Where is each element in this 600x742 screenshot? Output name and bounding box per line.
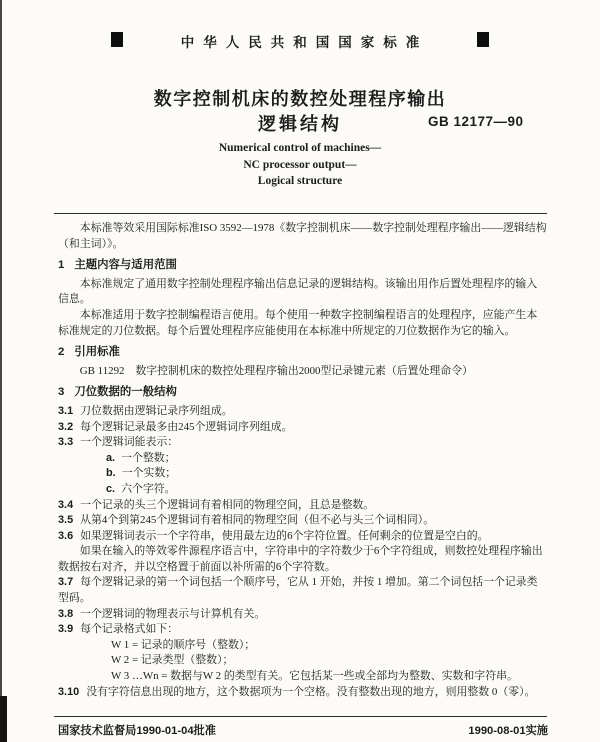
section-heading-2 xyxy=(58,345,548,361)
clause-3-7 xyxy=(58,575,548,606)
clause-number: 3.8 xyxy=(58,607,74,620)
clause-text: 一个记录的头三个逻辑词有着相同的物理空间，且总是整数。 xyxy=(80,498,375,511)
document-body xyxy=(58,221,548,700)
approval-note: 国家技术监督局1990-01-04批准 xyxy=(58,725,216,737)
section-title: 主题内容与适用范围 xyxy=(74,259,177,272)
list-item-b xyxy=(58,466,548,482)
footer xyxy=(58,722,548,738)
standard-number: GB 12177—90 xyxy=(428,114,524,129)
clause-3-10 xyxy=(58,685,548,701)
document-title-line2: 逻辑结构 xyxy=(258,114,342,134)
list-marker: c. xyxy=(106,482,116,495)
clause-number: 3.5 xyxy=(58,514,74,527)
clause-3-5 xyxy=(58,513,548,529)
clause-text: 从第4个到第245个逻辑词有着相同的物理空间（但不必与头三个词相同）。 xyxy=(80,514,435,527)
clause-3-9 xyxy=(58,622,548,638)
clause-text: 刀位数据由逻辑记录序列组成。 xyxy=(80,404,233,417)
footer-divider xyxy=(54,716,547,717)
referenced-standard: GB 11292 数字控制机床的数控处理程序输出2000型记录键元素（后置处理命令） xyxy=(79,364,473,377)
clause-number: 3.3 xyxy=(58,436,74,449)
document-title-line1: 数字控制机床的数控处理程序输出 xyxy=(153,89,447,109)
record-format-w1: W 1 = 记录的顺序号（整数）； xyxy=(111,638,256,651)
list-item-c xyxy=(58,482,548,498)
national-standard-label: 中华人民共和国国家标准 xyxy=(180,35,429,50)
english-title-line3: Logical structure xyxy=(257,175,343,187)
paragraph: 本标准规定了通用数字控制处理程序输出信息记录的逻辑结构。该输出用作后置处理程序的输入信息。 xyxy=(58,277,538,306)
english-title xyxy=(0,140,600,190)
section-heading-3 xyxy=(58,385,548,401)
list-text: 一个实数； xyxy=(121,467,177,480)
clause-text: 每个记录格式如下： xyxy=(80,623,179,636)
clause-number: 3.2 xyxy=(58,420,74,433)
section-number: 1 xyxy=(58,259,65,272)
clause-number: 3.10 xyxy=(58,685,80,698)
header-divider xyxy=(54,213,547,214)
section-title: 引用标准 xyxy=(74,346,120,359)
section-number: 3 xyxy=(58,386,65,399)
record-format-w2: W 2 = 记录类型（整数）； xyxy=(111,654,234,667)
clause-number: 3.9 xyxy=(58,623,74,636)
clause-number: 3.1 xyxy=(58,404,74,417)
english-title-line1: Numerical control of machines— xyxy=(218,142,382,154)
scan-corner-artifact xyxy=(0,696,7,742)
list-text: 一个整数； xyxy=(121,451,176,464)
list-marker: a. xyxy=(106,451,116,464)
list-marker: b. xyxy=(106,467,116,480)
clause-number: 3.4 xyxy=(58,498,74,511)
list-text: 六个字符。 xyxy=(121,482,176,495)
clause-text: 一个逻辑词的物理表示与计算机有关。 xyxy=(80,607,266,620)
clause-number: 3.6 xyxy=(58,529,74,542)
list-item-a xyxy=(58,451,548,467)
implementation-date: 1990-08-01实施 xyxy=(468,725,548,737)
clause-text: 如果逻辑词表示一个字符串，使用最左边的6个字符位置。任何剩余的位置是空白的。 xyxy=(80,529,489,542)
clause-3-3 xyxy=(58,435,548,451)
clause-number: 3.7 xyxy=(58,576,74,589)
clause-3-6 xyxy=(58,529,548,545)
clause-text: 每个逻辑记录最多由245个逻辑词序列组成。 xyxy=(80,420,293,433)
clause-text: 没有字符信息出现的地方，这个数据项为一个空格。没有整数出现的地方，则用整数 0（零）。 xyxy=(86,685,536,698)
english-title-line2: NC processor output— xyxy=(243,158,357,171)
clause-3-1 xyxy=(58,404,548,420)
clause-3-2 xyxy=(58,420,548,436)
clause-3-8 xyxy=(58,607,548,623)
record-format-w3: W 3 …Wn = 数据与W 2 的类型有关。它包括某一些或全部均为整数、实数和字符串。 xyxy=(111,670,518,683)
paragraph: 本标准适用于数字控制编程语言使用。每个使用一种数字控制编程语言的处理程序，应能产生本标准规定的刀位数据。每个后置处理程序应能使用在本标准中所规定的刀位数据作为它的输入。 xyxy=(58,308,538,337)
section-heading-1 xyxy=(58,258,548,274)
clause-text: 每个逻辑记录的第一个词包括一个顺序号，它从 1 开始，并按 1 增加。第二个词包括一个记录类型码。 xyxy=(58,576,538,605)
intro-paragraph: 本标准等效采用国际标准ISO 3592—1978《数字控制机床——数字控制处理程序输出——逻辑结构（和主词）》。 xyxy=(58,222,547,250)
section-number: 2 xyxy=(58,346,65,359)
clause-3-4 xyxy=(58,498,548,514)
clause-3-6-continuation: 如果在输入的等效零件源程序语言中，字符串中的字符数少于6个字符组成，则数控处理程序输出数据按右对齐，并以空格置于前面以补所需的6个字符数。 xyxy=(58,545,543,573)
clause-text: 一个逻辑词能表示： xyxy=(80,436,179,449)
section-title: 刀位数据的一般结构 xyxy=(74,386,177,399)
